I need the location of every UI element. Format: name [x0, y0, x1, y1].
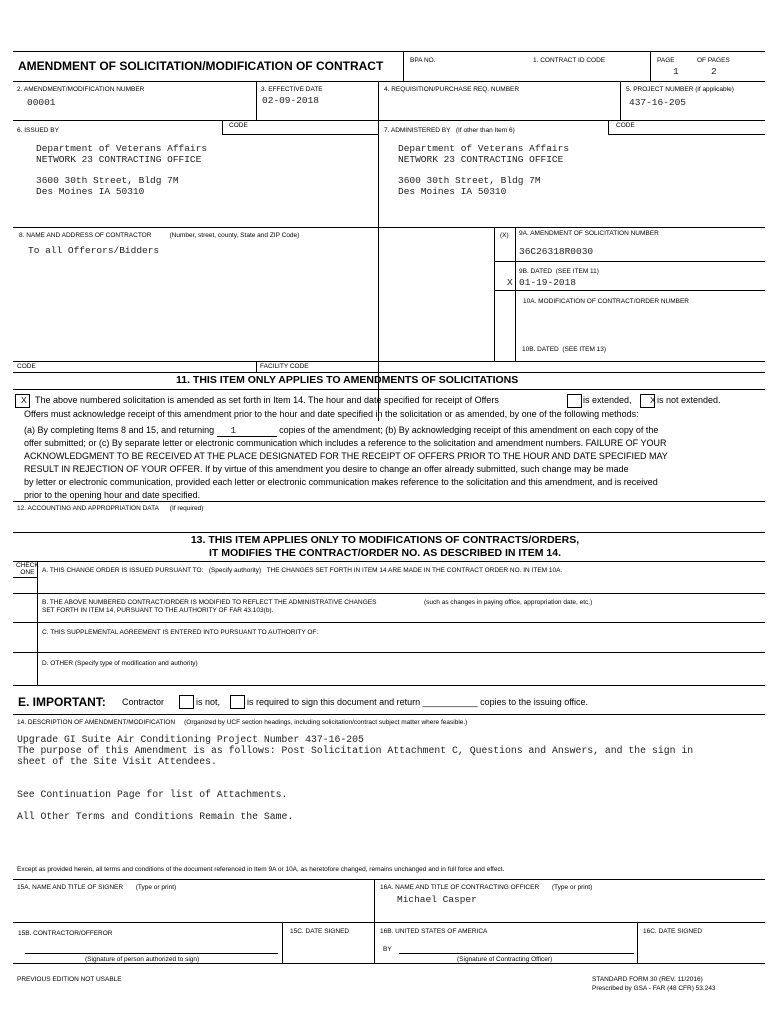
- effective-date-label: 3. EFFECTIVE DATE: [261, 86, 323, 93]
- bpa-label: BPA NO.: [410, 57, 436, 64]
- item11-line4: offer submitted; or (c) By separate letter or electronic communication which includes a reference to the solicitation and amendment numbers. FAILURE OF YOUR: [24, 438, 667, 448]
- item13-b-text2: SET FORTH IN ITEM 14, PURSUANT TO THE AUTHORITY OF FAR 43.103(b).: [42, 607, 274, 614]
- form-title: AMENDMENT OF SOLICITATION/MODIFICATION OF CONTRACT: [18, 59, 384, 73]
- administered-by-address: Department of Veterans Affairs NETWORK 23 CONTRACTING OFFICE 3600 30th Street, Bldg 7M Des Moines IA 50310: [398, 143, 570, 197]
- item13-a-text: A. THIS CHANGE ORDER IS ISSUED PURSUANT TO: (Specify authority) THE CHANGES SET FORTH IN ITEM 14 ARE MADE IN THE CONTRACT ORDER NO. IN ITEM 10A.: [42, 567, 563, 574]
- is-required-checkbox[interactable]: [230, 695, 245, 709]
- copies-returned-value[interactable]: 1: [217, 426, 277, 437]
- issued-code-label: CODE: [229, 122, 248, 129]
- project-number-label: 5. PROJECT NUMBER (if applicable): [626, 86, 734, 93]
- is-required-label: is required to sign this document and return ___________ copies to the issuing office.: [247, 697, 589, 707]
- important-title: E. IMPORTANT:: [18, 695, 106, 709]
- is-not-checkbox[interactable]: [179, 695, 194, 709]
- item11-line5: ACKNOWLEDGMENT TO BE RECEIVED AT THE PLACE DESIGNATED FOR THE RECEIPT OF OFFERS PRIOR TO THE HOUR AND DATE SPECIFIED MAY: [24, 451, 668, 461]
- contractor-code-label: CODE: [17, 363, 36, 370]
- extended-checkbox[interactable]: [567, 394, 582, 408]
- contractor-date-label: 15C. DATE SIGNED: [290, 928, 350, 935]
- item11-line2: Offers must acknowledge receipt of this amendment prior to the hour and date specified in the solicitation or as amended, by one of the following methods:: [24, 409, 639, 419]
- issued-by-address: Department of Veterans Affairs NETWORK 23 CONTRACTING OFFICE 3600 30th Street, Bldg 7M Des Moines IA 50310: [36, 143, 208, 197]
- contract-id-label: 1. CONTRACT ID CODE: [533, 57, 606, 64]
- description-label: 14. DESCRIPTION OF AMENDMENT/MODIFICATION (Organized by UCF section headings, including solicitation/contract subject matter where feasible.): [17, 719, 468, 726]
- not-extended-label: is not extended.: [657, 395, 721, 405]
- item11-line7: by letter or electronic communication, provided each letter or electronic communication makes reference to the solicitation and this amendment, and is received: [24, 477, 658, 487]
- extended-label: is extended,: [583, 395, 632, 405]
- contractor-signature-line[interactable]: (Signature of person authorized to sign): [85, 956, 200, 963]
- item13-b-text1: B. THE ABOVE NUMBERED CONTRACT/ORDER IS MODIFIED TO REFLECT THE ADMINISTRATIVE CHANGES: [42, 599, 377, 606]
- officer-signature-line[interactable]: (Signature of Contracting Officer): [457, 956, 553, 963]
- by-label: BY: [383, 946, 392, 953]
- prescribed-label: Prescribed by GSA - FAR (48 CFR) 53.243: [592, 985, 716, 992]
- of-pages-label: OF PAGES: [697, 57, 730, 64]
- important-contractor: Contractor: [122, 697, 165, 707]
- standard-form-label: STANDARD FORM 30 (REV. 11/2016): [592, 976, 703, 983]
- item13-b-note: (such as changes in paying office, appropriation date, etc.): [424, 599, 593, 606]
- project-number-value[interactable]: 437-16-205: [629, 97, 687, 108]
- item11-line6: RESULT IN REJECTION OF YOUR OFFER. If by virtue of this amendment you desire to change an offer already submitted, such change may be made: [24, 464, 629, 474]
- not-extended-x: X: [650, 395, 656, 406]
- accounting-label: 12. ACCOUNTING AND APPROPRIATION DATA (If required): [17, 505, 204, 512]
- officer-date-label: 16C. DATE SIGNED: [643, 928, 703, 935]
- item13-title: 13. THIS ITEM APPLIES ONLY TO MODIFICATIONS OF CONTRACTS/ORDERS, IT MODIFIES THE CONTRACT/ORDER NO. AS DESCRIBED IN ITEM 14.: [190, 534, 580, 559]
- contractor-offeror-label: 15B. CONTRACTOR/OFFEROR: [18, 930, 113, 937]
- item11-line3: (a) By completing Items 8 and 15, and returning 1 copies of the amendment; (b) By acknowledging receipt of this amendment on each copy of the: [24, 425, 659, 436]
- previous-edition: PREVIOUS EDITION NOT USABLE: [17, 976, 122, 983]
- item13-d-text: D. OTHER (Specify type of modification and authority): [42, 660, 198, 667]
- issued-by-label: 6. ISSUED BY: [17, 127, 59, 134]
- item11-amended-x: X: [21, 395, 27, 406]
- except-text: Except as provided herein, all terms and conditions of the document referenced in Item 9A or 10A, as heretofore changed, remains unchanged and in full force and effect.: [17, 866, 505, 873]
- description-body[interactable]: Upgrade GI Suite Air Conditioning Project Number 437-16-205 The purpose of this Amendment is as follows: Post Solicitation Attachment C, Questions and Answers, and the sign in sheet of the Site Visit Attendees. See Continuation Page for list of Attachments. All Other Terms and Conditions Remain the Same.: [17, 734, 694, 822]
- item11-title: 11. THIS ITEM ONLY APPLIES TO AMENDMENTS OF SOLICITATIONS: [176, 374, 519, 386]
- facility-code-label: FACILITY CODE: [260, 363, 309, 370]
- modification-number-label: 10A. MODIFICATION OF CONTRACT/ORDER NUMBER: [523, 298, 689, 305]
- contractor-name-value[interactable]: To all Offerors/Bidders: [28, 245, 160, 256]
- dated-9b-x[interactable]: X: [507, 277, 513, 288]
- solicitation-number-value[interactable]: 36C26318R0030: [519, 246, 594, 257]
- page-label: PAGE: [657, 57, 675, 64]
- of-pages-number: 2: [711, 66, 717, 77]
- item11-line1: The above numbered solicitation is amended as set forth in Item 14. The hour and date specified for receipt of Offers: [35, 395, 499, 405]
- amendment-number-value[interactable]: 00001: [27, 97, 56, 108]
- dated-10b-label: 10B. DATED (SEE ITEM 13): [522, 346, 607, 353]
- amendment-number-label: 2. AMENDMENT/MODIFICATION NUMBER: [17, 86, 145, 93]
- page-number: 1: [673, 66, 679, 77]
- dated-9b-value[interactable]: 01-19-2018: [519, 277, 577, 288]
- administered-code-label: CODE: [616, 122, 635, 129]
- united-states-label: 16B. UNITED STATES OF AMERICA: [380, 928, 488, 935]
- solicitation-number-label: 9A. AMENDMENT OF SOLICITATION NUMBER: [519, 230, 659, 237]
- requisition-label: 4. REQUISITION/PURCHASE REQ. NUMBER: [384, 86, 520, 93]
- is-not-label: is not,: [196, 697, 221, 707]
- administered-by-label: 7. ADMINISTERED BY (If other than Item 6): [384, 127, 515, 134]
- officer-name-label: 16A. NAME AND TITLE OF CONTRACTING OFFICER (Type or print): [380, 884, 593, 891]
- item13-c-text: C. THIS SUPPLEMENTAL AGREEMENT IS ENTERED INTO PURSUANT TO AUTHORITY OF:: [42, 629, 319, 636]
- dated-9b-label: 9B. DATED (SEE ITEM 11): [519, 268, 599, 275]
- check-one-label: CHECK ONE: [16, 562, 39, 576]
- item11-line8: prior to the opening hour and date specified.: [24, 490, 201, 500]
- signer-name-label: 15A. NAME AND TITLE OF SIGNER (Type or print): [17, 884, 177, 891]
- effective-date-value[interactable]: 02-09-2018: [262, 95, 320, 106]
- x-column-label: (X): [500, 232, 509, 239]
- officer-name-value[interactable]: Michael Casper: [397, 894, 477, 905]
- contractor-name-label: 8. NAME AND ADDRESS OF CONTRACTOR (Number, street, county, State and ZIP Code): [19, 232, 300, 239]
